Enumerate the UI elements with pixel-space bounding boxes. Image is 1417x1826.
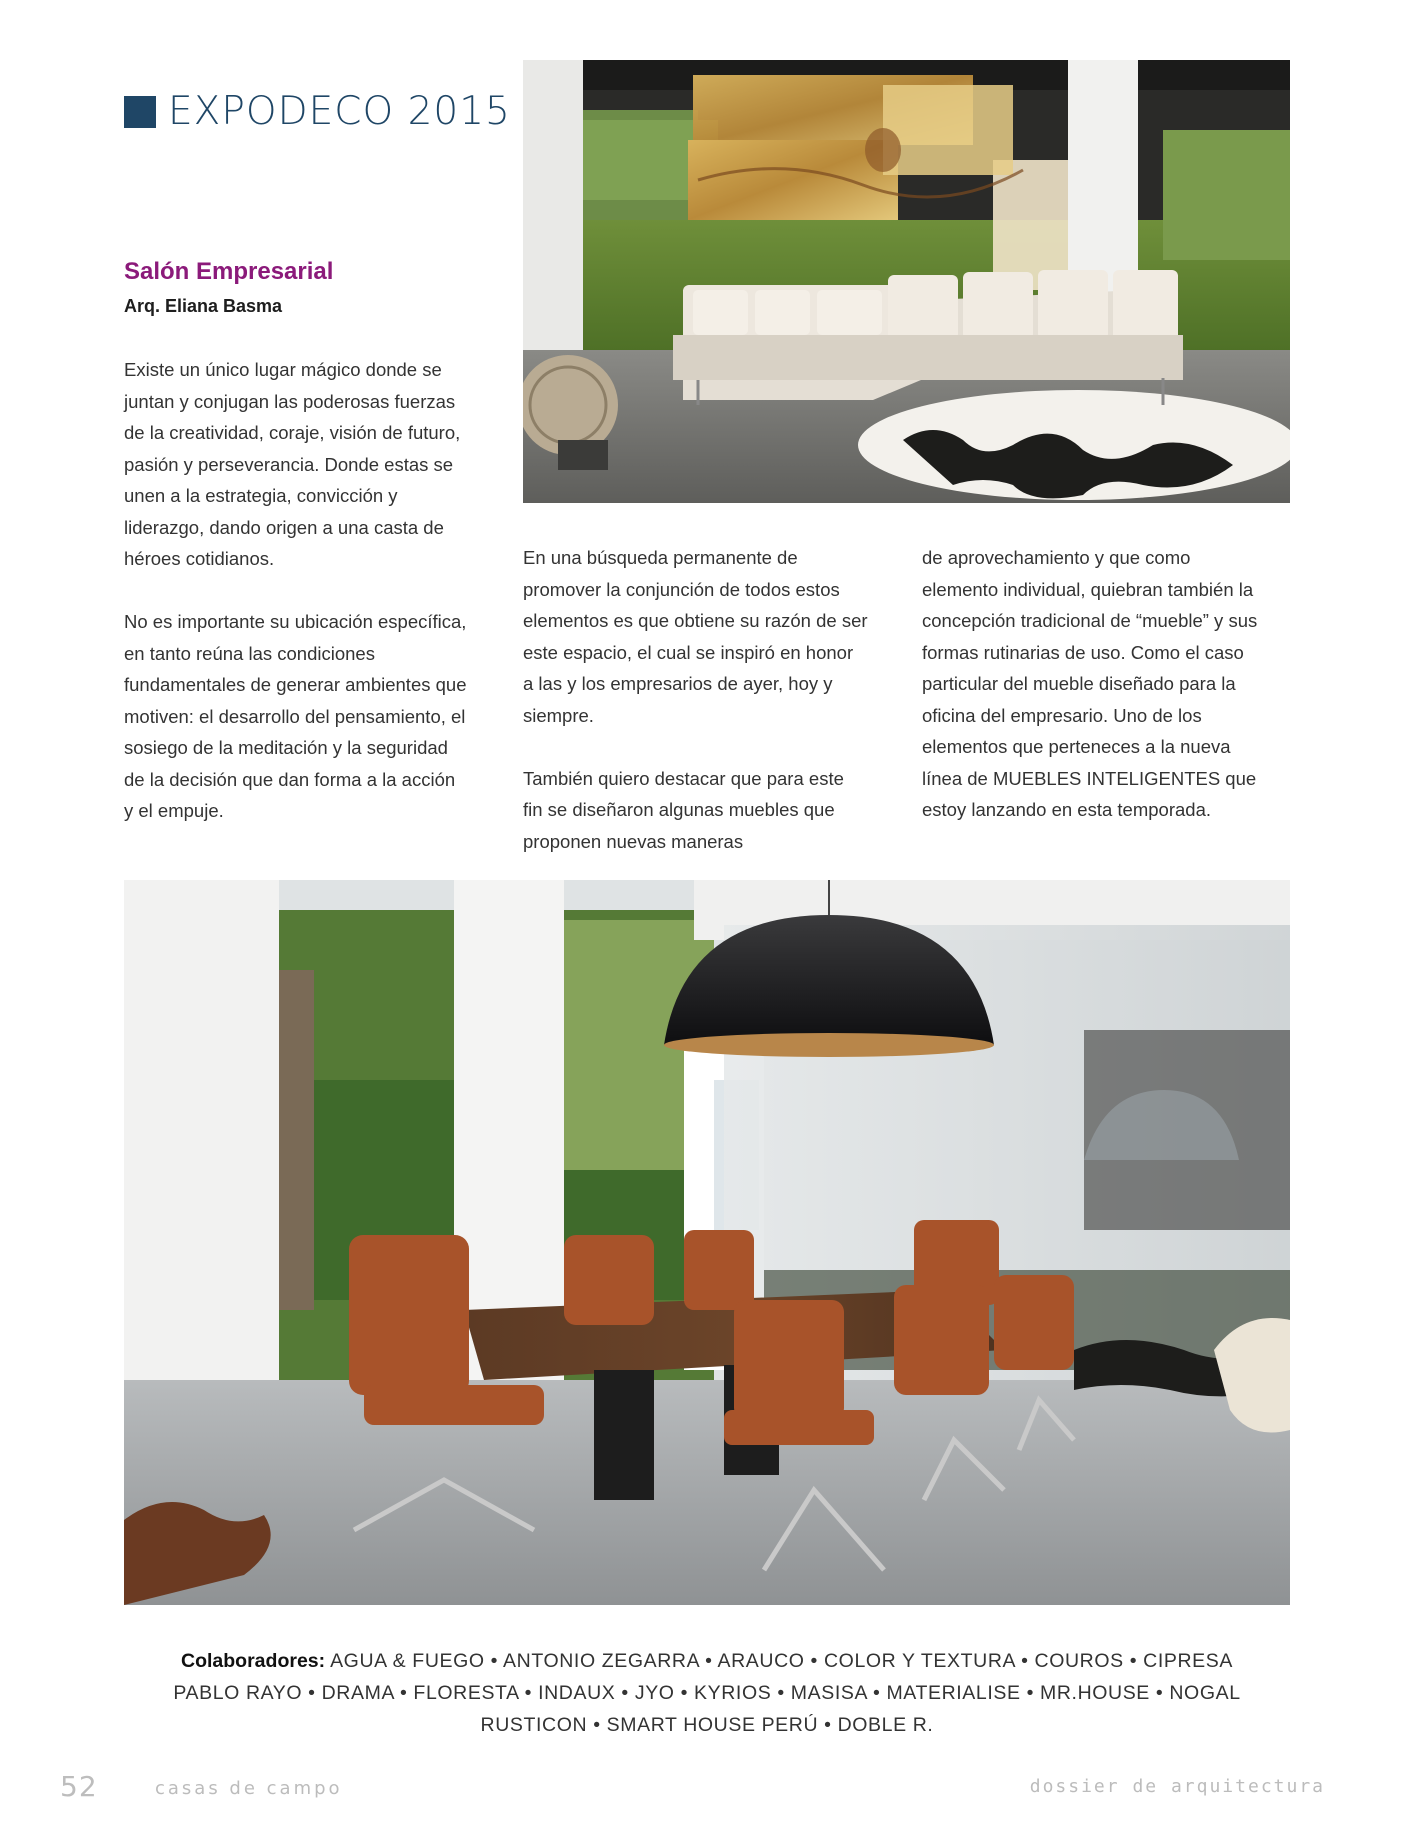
section-title: EXPODECO 2015	[168, 89, 511, 134]
office-photo	[124, 880, 1290, 1605]
credits-line-1	[124, 1645, 1290, 1677]
article-author: Arq. Eliana Basma	[124, 296, 283, 316]
text-column-3	[922, 542, 1267, 857]
paragraph: No es importante su ubicación específica, en tanto reúna las condiciones fundamentales de generar ambientes que motiven: el desarrollo del pensamiento, el sosiego de la meditación y la seguridad de la decisión que dan forma a la acción y el empuje.	[124, 611, 467, 821]
magazine-name: casas de campo	[155, 1778, 343, 1799]
article-title: Salón Empresarial	[124, 258, 334, 285]
credits-text: AGUA & FUEGO • ANTONIO ZEGARRA • ARAUCO • COLOR Y TEXTURA • COUROS • CIPRESA	[330, 1650, 1233, 1672]
text-column-1	[124, 354, 469, 858]
section-name: dossier de arquitectura	[1029, 1776, 1325, 1797]
collaborators-credits	[124, 1645, 1290, 1741]
credits-line-2: PABLO RAYO • DRAMA • FLORESTA • INDAUX • JYO • KYRIOS • MASISA • MATERIALISE • MR.HOUSE • NOGAL	[173, 1682, 1241, 1704]
page-number: 52	[60, 1770, 98, 1803]
paragraph: de aprovechamiento y que como elemento individual, quiebran también la concepción tradicional de “mueble” y sus formas rutinarias de uso. Como el caso particular del mueble diseñado para la oficina del empresario. Uno de los elementos que perteneces a la nueva línea de MUEBLES INTELIGENTES que estoy lanzando en esta temporada.	[922, 547, 1258, 820]
paragraph: También quiero destacar que para este fin se diseñaron algunas muebles que proponen nuevas maneras	[523, 767, 844, 852]
section-square-icon	[124, 96, 156, 128]
credits-label: Colaboradores:	[181, 1650, 326, 1672]
living-room-photo	[523, 60, 1290, 503]
credits-line-3: RUSTICON • SMART HOUSE PERÚ • DOBLE R.	[480, 1714, 934, 1736]
paragraph: En una búsqueda permanente de promover la conjunción de todos estos elementos es que obtiene su razón de ser este espacio, el cual se inspiró en honor a las y los empresarios de ayer, hoy y siempre.	[523, 547, 868, 726]
text-column-2	[523, 542, 868, 889]
section-header	[124, 89, 511, 134]
paragraph: Existe un único lugar mágico donde se juntan y conjugan las poderosas fuerzas de la creatividad, coraje, visión de futuro, pasión y perseverancia. Donde estas se unen a la estrategia, convicción y liderazgo, dando origen a una casta de héroes cotidianos.	[124, 359, 461, 569]
